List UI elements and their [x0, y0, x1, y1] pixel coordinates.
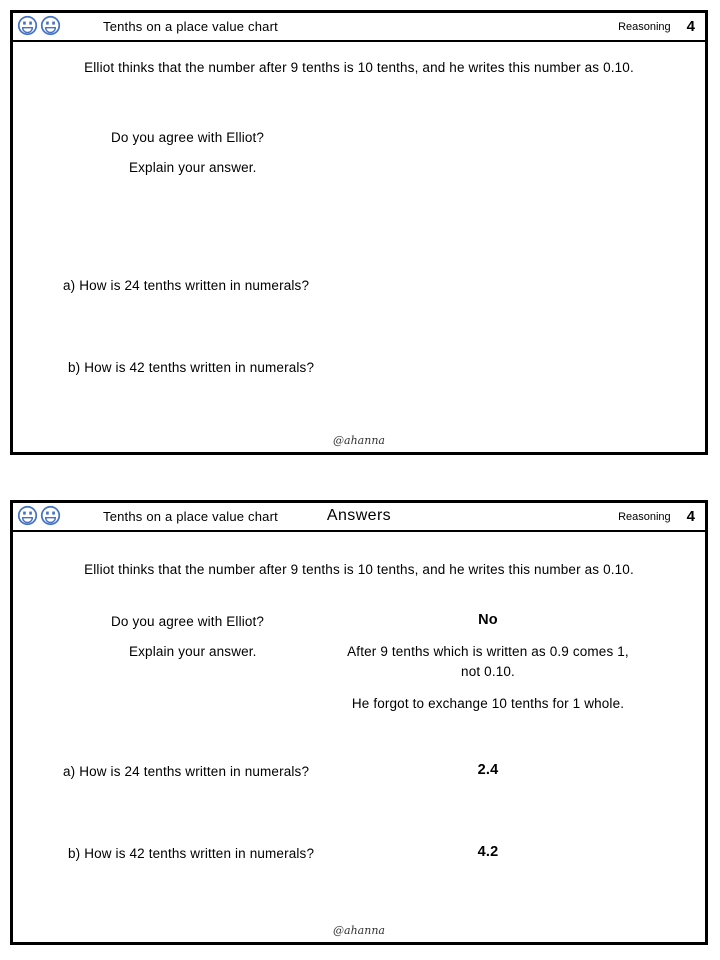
- reasoning-label: Reasoning: [618, 510, 671, 523]
- answers-card-header: [13, 503, 705, 532]
- reasoning-label: Reasoning: [618, 20, 671, 33]
- question-part-a: a) How is 24 tenths written in numerals?: [63, 764, 310, 779]
- smiley-icon: [17, 505, 38, 526]
- smiley-icon: [40, 15, 61, 36]
- explain-answer-line1: After 9 tenths which is written as 0.9 comes 1,: [347, 644, 629, 659]
- explain-question: Explain your answer.: [129, 644, 257, 659]
- worksheet-number: 4: [686, 18, 695, 35]
- watermark: @ahanna: [333, 924, 385, 937]
- explain-answer-line2: not 0.10.: [461, 663, 515, 679]
- header-right: [618, 503, 695, 530]
- question-statement: Elliot thinks that the number after 9 tenths is 10 tenths, and he writes this number as 0.10.: [84, 562, 634, 577]
- answer-part-a: 2.4: [477, 762, 499, 778]
- question-statement: Elliot thinks that the number after 9 tenths is 10 tenths, and he writes this number as 0.10.: [84, 60, 634, 75]
- smiley-icon: [40, 505, 61, 526]
- worksheet-title: Tenths on a place value chart: [103, 19, 278, 34]
- explain-answer-note: He forgot to exchange 10 tenths for 1 whole.: [351, 696, 625, 711]
- answers-label: Answers: [326, 507, 392, 524]
- answer-part-b: 4.2: [477, 844, 499, 860]
- agree-question: Do you agree with Elliot?: [111, 130, 265, 145]
- header-right: [618, 13, 695, 40]
- question-part-b: b) How is 42 tenths written in numerals?: [68, 360, 315, 375]
- worksheet-title: Tenths on a place value chart: [103, 509, 278, 524]
- smiley-icon: [17, 15, 38, 36]
- question-card-body: [13, 42, 705, 452]
- agree-answer: No: [478, 612, 498, 628]
- watermark: @ahanna: [333, 434, 385, 447]
- explain-answer: [313, 642, 663, 681]
- answers-card-body: [13, 532, 705, 942]
- smiley-logo: [17, 505, 61, 526]
- smiley-logo: [17, 15, 61, 36]
- answers-card: [10, 500, 708, 945]
- question-card: [10, 10, 708, 455]
- agree-question: Do you agree with Elliot?: [111, 614, 265, 629]
- question-card-header: [13, 13, 705, 42]
- worksheet-number: 4: [686, 508, 695, 525]
- question-part-b: b) How is 42 tenths written in numerals?: [68, 846, 315, 861]
- question-part-a: a) How is 24 tenths written in numerals?: [63, 278, 310, 293]
- explain-question: Explain your answer.: [129, 160, 257, 175]
